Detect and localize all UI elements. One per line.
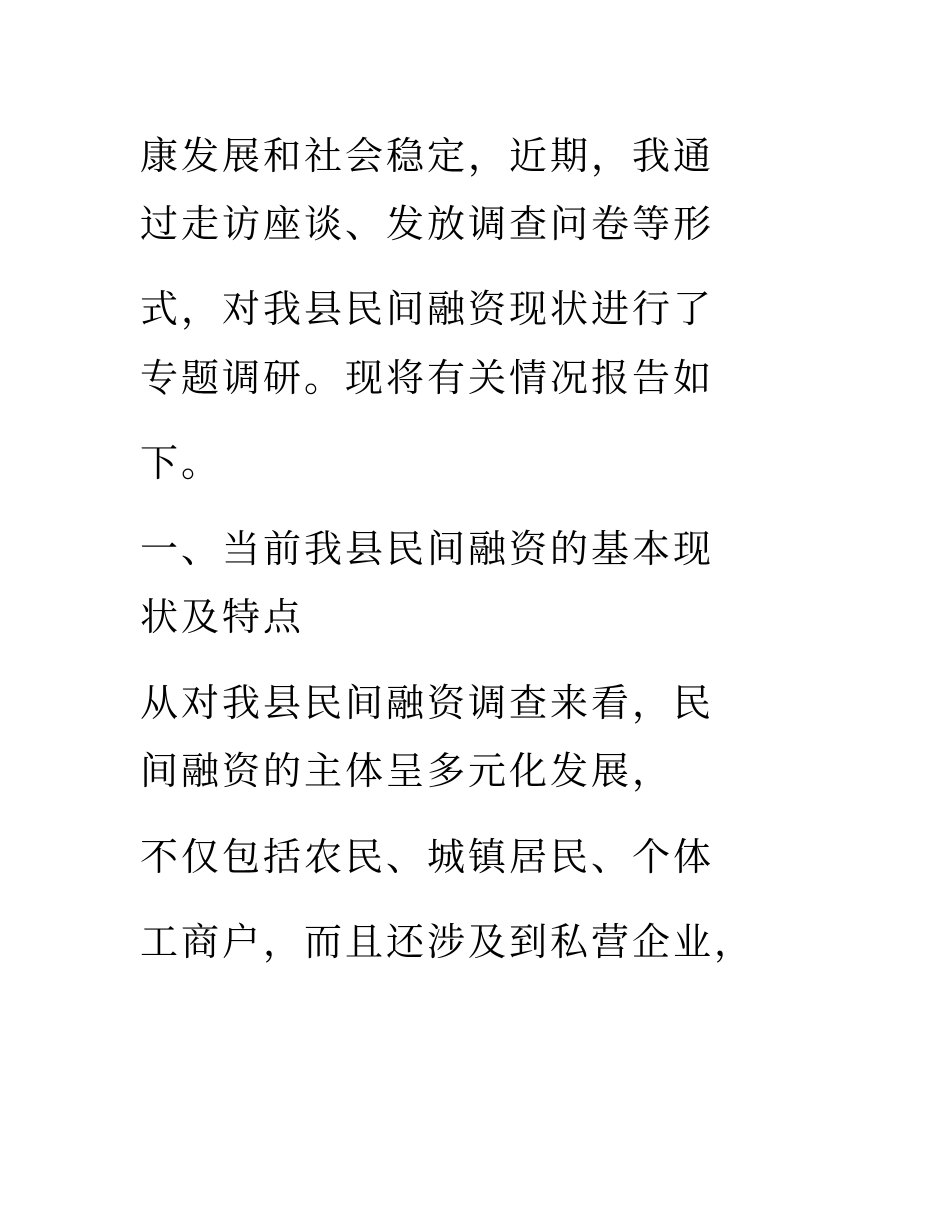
body-text-line: 式，对我县民间融资现状进行了 <box>140 287 715 331</box>
section-heading: 一、当前我县民间融资的基本现 <box>140 527 715 571</box>
body-text-line: 过走访座谈、发放调查问卷等形 <box>140 202 715 246</box>
body-text-line: 专题调研。现将有关情况报告如 <box>140 356 715 400</box>
body-text-line: 康发展和社会稳定，近期，我通 <box>140 134 715 178</box>
body-text-line: 下。 <box>140 441 223 485</box>
section-heading: 状及特点 <box>140 595 305 639</box>
body-text-line: 工商户，而且还涉及到私营企业， <box>140 920 756 964</box>
body-text-line: 不仅包括农民、城镇居民、个体 <box>140 835 715 879</box>
body-text-line: 从对我县民间融资调查来看，民 <box>140 681 715 725</box>
body-text-line: 间融资的主体呈多元化发展， <box>140 749 674 793</box>
